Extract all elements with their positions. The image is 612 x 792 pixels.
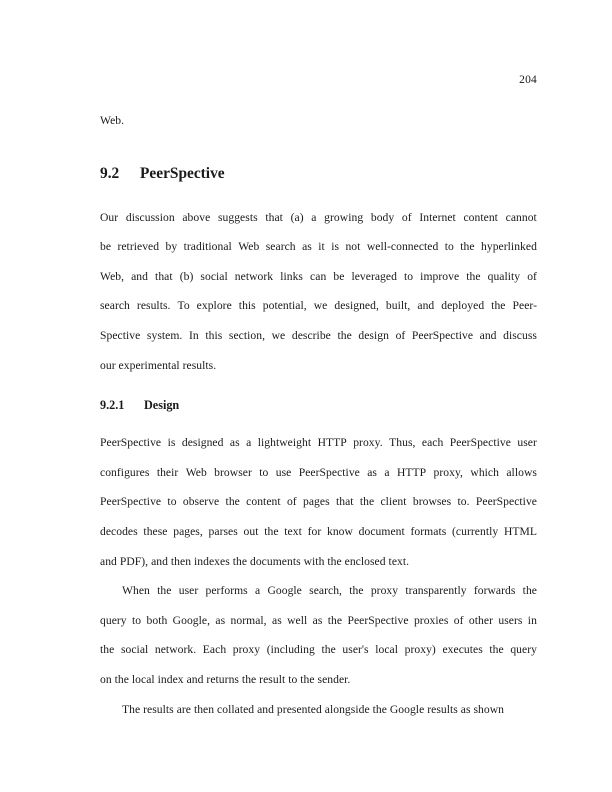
word: well-connected <box>366 240 439 254</box>
word: pages, <box>173 524 203 538</box>
word: to <box>132 613 142 627</box>
word: be <box>100 240 112 254</box>
word: quality <box>487 269 521 283</box>
word: designed, <box>334 299 379 313</box>
continued-line: Web. <box>100 114 125 127</box>
word: formats <box>410 524 447 538</box>
word: it <box>318 240 325 254</box>
word: to. <box>457 495 470 509</box>
word: to <box>444 240 454 254</box>
word: which <box>470 465 499 479</box>
word: search, <box>309 584 342 598</box>
word: query <box>510 643 537 657</box>
word: body <box>370 210 395 224</box>
word: When <box>122 584 150 598</box>
word: other <box>468 613 493 627</box>
text-line <box>100 321 537 351</box>
word: and <box>479 328 497 342</box>
word: parses <box>208 524 238 538</box>
word: performs <box>205 584 248 598</box>
word: decodes <box>100 524 138 538</box>
word: a <box>384 465 390 479</box>
word: traditional <box>183 240 232 254</box>
word: PeerSpective <box>475 495 537 509</box>
word: hyperlinked <box>481 240 537 254</box>
word: retrieved <box>117 240 160 254</box>
word: content <box>246 495 281 509</box>
section-number: 9.2 <box>100 164 120 182</box>
word: proxy. <box>353 436 383 450</box>
text-line <box>100 635 537 665</box>
word: a <box>255 584 261 598</box>
word: document <box>358 524 405 538</box>
word: of <box>286 495 297 509</box>
text-line <box>100 576 537 606</box>
word: this <box>238 299 256 313</box>
section-heading <box>100 163 537 185</box>
word: HTTP <box>396 465 427 479</box>
word: (a) <box>290 210 304 224</box>
paragraph-results-collated <box>100 695 537 725</box>
word: potential, <box>262 299 307 313</box>
word: a <box>311 210 317 224</box>
word: section, <box>228 328 266 342</box>
word: local <box>375 643 399 657</box>
word: proxy <box>232 643 261 657</box>
word: can <box>310 269 327 283</box>
word: the <box>327 613 343 627</box>
word: social <box>120 643 149 657</box>
text-line: our experimental results. <box>100 358 217 372</box>
word: explore <box>196 299 232 313</box>
word: built, <box>385 299 411 313</box>
word: that <box>155 269 173 283</box>
word: Web <box>185 465 207 479</box>
word: we <box>271 328 286 342</box>
word: as <box>367 465 377 479</box>
word: To <box>177 299 190 313</box>
word: Google <box>267 584 302 598</box>
word: we <box>313 299 328 313</box>
text-line <box>100 262 537 292</box>
word: the <box>489 643 504 657</box>
word: Google, <box>172 613 211 627</box>
word: of <box>453 613 464 627</box>
word: a <box>246 436 252 450</box>
word: client <box>380 495 407 509</box>
page-text-block <box>100 106 537 724</box>
word: the <box>522 584 537 598</box>
text-line <box>100 203 537 233</box>
word: growing <box>324 210 364 224</box>
word: HTTP <box>317 436 347 450</box>
text-line <box>100 291 537 321</box>
word: well <box>287 613 308 627</box>
word: the <box>264 524 279 538</box>
word: designed <box>181 436 224 450</box>
word: proxies <box>413 613 449 627</box>
word: the <box>359 495 375 509</box>
word: pages <box>303 495 330 509</box>
word: in <box>527 613 537 627</box>
word: lightweight <box>257 436 312 450</box>
word: links <box>280 269 303 283</box>
spacer-before-subsection <box>100 380 537 396</box>
word: text <box>284 524 302 538</box>
word: (currently <box>452 524 499 538</box>
word: of <box>401 210 412 224</box>
word: HTML <box>503 524 537 538</box>
word: PeerSpective <box>100 436 162 450</box>
word: Peer- <box>512 299 537 313</box>
section-title: PeerSpective <box>140 164 225 182</box>
word: user's <box>342 643 369 657</box>
word: cannot <box>505 210 537 224</box>
word: PeerSpective <box>411 328 474 342</box>
word: their <box>156 465 179 479</box>
word: out <box>243 524 259 538</box>
word: the <box>337 328 352 342</box>
word: Our <box>100 210 119 224</box>
word: not <box>345 240 361 254</box>
word: leveraged <box>351 269 397 283</box>
word: is <box>167 436 176 450</box>
word: Web, <box>100 269 125 283</box>
word: browses <box>412 495 452 509</box>
word: these <box>143 524 168 538</box>
word: deployed <box>441 299 485 313</box>
word: users <box>498 613 523 627</box>
word: discuss <box>503 328 537 342</box>
paragraph-google-search <box>100 576 537 694</box>
word: as <box>215 613 226 627</box>
text-line <box>100 487 537 517</box>
paragraph-design-body <box>100 428 537 576</box>
word: forwards <box>473 584 516 598</box>
word: for <box>307 524 322 538</box>
paragraph-intro <box>100 203 537 381</box>
word: as <box>272 613 282 627</box>
word: Each <box>202 643 227 657</box>
text-line: on the local index and returns the result to the sender. <box>100 672 351 686</box>
text-line <box>100 428 537 458</box>
spacer-after-section <box>100 185 537 203</box>
page-number: 204 <box>519 74 537 86</box>
word: (b) <box>179 269 194 283</box>
word: browser <box>214 465 252 479</box>
text-line <box>100 606 537 636</box>
word: normal, <box>230 613 267 627</box>
spacer-before-section <box>100 136 537 163</box>
word: as <box>302 240 312 254</box>
word: know <box>326 524 353 538</box>
word: social <box>200 269 228 283</box>
word: PeerSpective <box>449 436 511 450</box>
word: describe <box>291 328 331 342</box>
text-line <box>100 517 537 547</box>
word: both <box>146 613 168 627</box>
word: the <box>349 584 364 598</box>
word: that <box>335 495 354 509</box>
word: design <box>358 328 389 342</box>
word: user <box>517 436 537 450</box>
word: Internet <box>419 210 456 224</box>
word: the <box>321 643 336 657</box>
word: transparently <box>405 584 467 598</box>
word: is <box>331 240 340 254</box>
word: allows <box>506 465 537 479</box>
word: of <box>527 269 537 283</box>
word: executes <box>442 643 483 657</box>
text-line <box>100 458 537 488</box>
word: proxy) <box>404 643 436 657</box>
word: the <box>100 643 115 657</box>
word: the <box>460 240 475 254</box>
word: to <box>259 465 269 479</box>
word: network. <box>154 643 197 657</box>
spacer-after-subsection <box>100 414 537 428</box>
word: be <box>333 269 345 283</box>
word: user <box>178 584 199 598</box>
word: the <box>466 269 481 283</box>
word: In <box>188 328 199 342</box>
word: by <box>165 240 178 254</box>
word: to <box>404 269 414 283</box>
word: and <box>417 299 435 313</box>
word: query <box>100 613 127 627</box>
word: (including <box>266 643 315 657</box>
word: observe <box>182 495 220 509</box>
word: to <box>167 495 177 509</box>
word: discussion <box>125 210 175 224</box>
word: as <box>229 436 240 450</box>
word: the <box>157 584 172 598</box>
word: use <box>275 465 292 479</box>
word: PeerSpective <box>100 495 162 509</box>
word: the <box>491 299 506 313</box>
word: the <box>225 495 240 509</box>
word: Web <box>238 240 260 254</box>
text-line: The results are then collated and presented alongside the Google results as shown <box>122 702 505 716</box>
word: PeerSpective <box>347 613 409 627</box>
word: PeerSpective <box>298 465 360 479</box>
word: suggests <box>217 210 258 224</box>
word: that <box>265 210 283 224</box>
word: configures <box>100 465 150 479</box>
word: Spective <box>100 328 141 342</box>
word: improve <box>420 269 460 283</box>
word: as <box>312 613 323 627</box>
word: network <box>234 269 274 283</box>
word: this <box>205 328 223 342</box>
word: proxy <box>370 584 399 598</box>
word: and <box>131 269 148 283</box>
word: search <box>265 240 296 254</box>
word: of <box>395 328 406 342</box>
word: system. <box>146 328 183 342</box>
word: proxy, <box>433 465 464 479</box>
subsection-title: Design <box>144 398 180 413</box>
word: search <box>100 299 130 313</box>
word: above <box>182 210 211 224</box>
subsection-number: 9.2.1 <box>100 398 125 413</box>
subsection-heading <box>100 396 537 414</box>
text-line <box>100 232 537 262</box>
word: content <box>463 210 498 224</box>
word: results. <box>136 299 171 313</box>
word: each <box>421 436 444 450</box>
text-line: and PDF), and then indexes the documents with the enclosed text. <box>100 554 410 568</box>
word: Thus, <box>389 436 416 450</box>
